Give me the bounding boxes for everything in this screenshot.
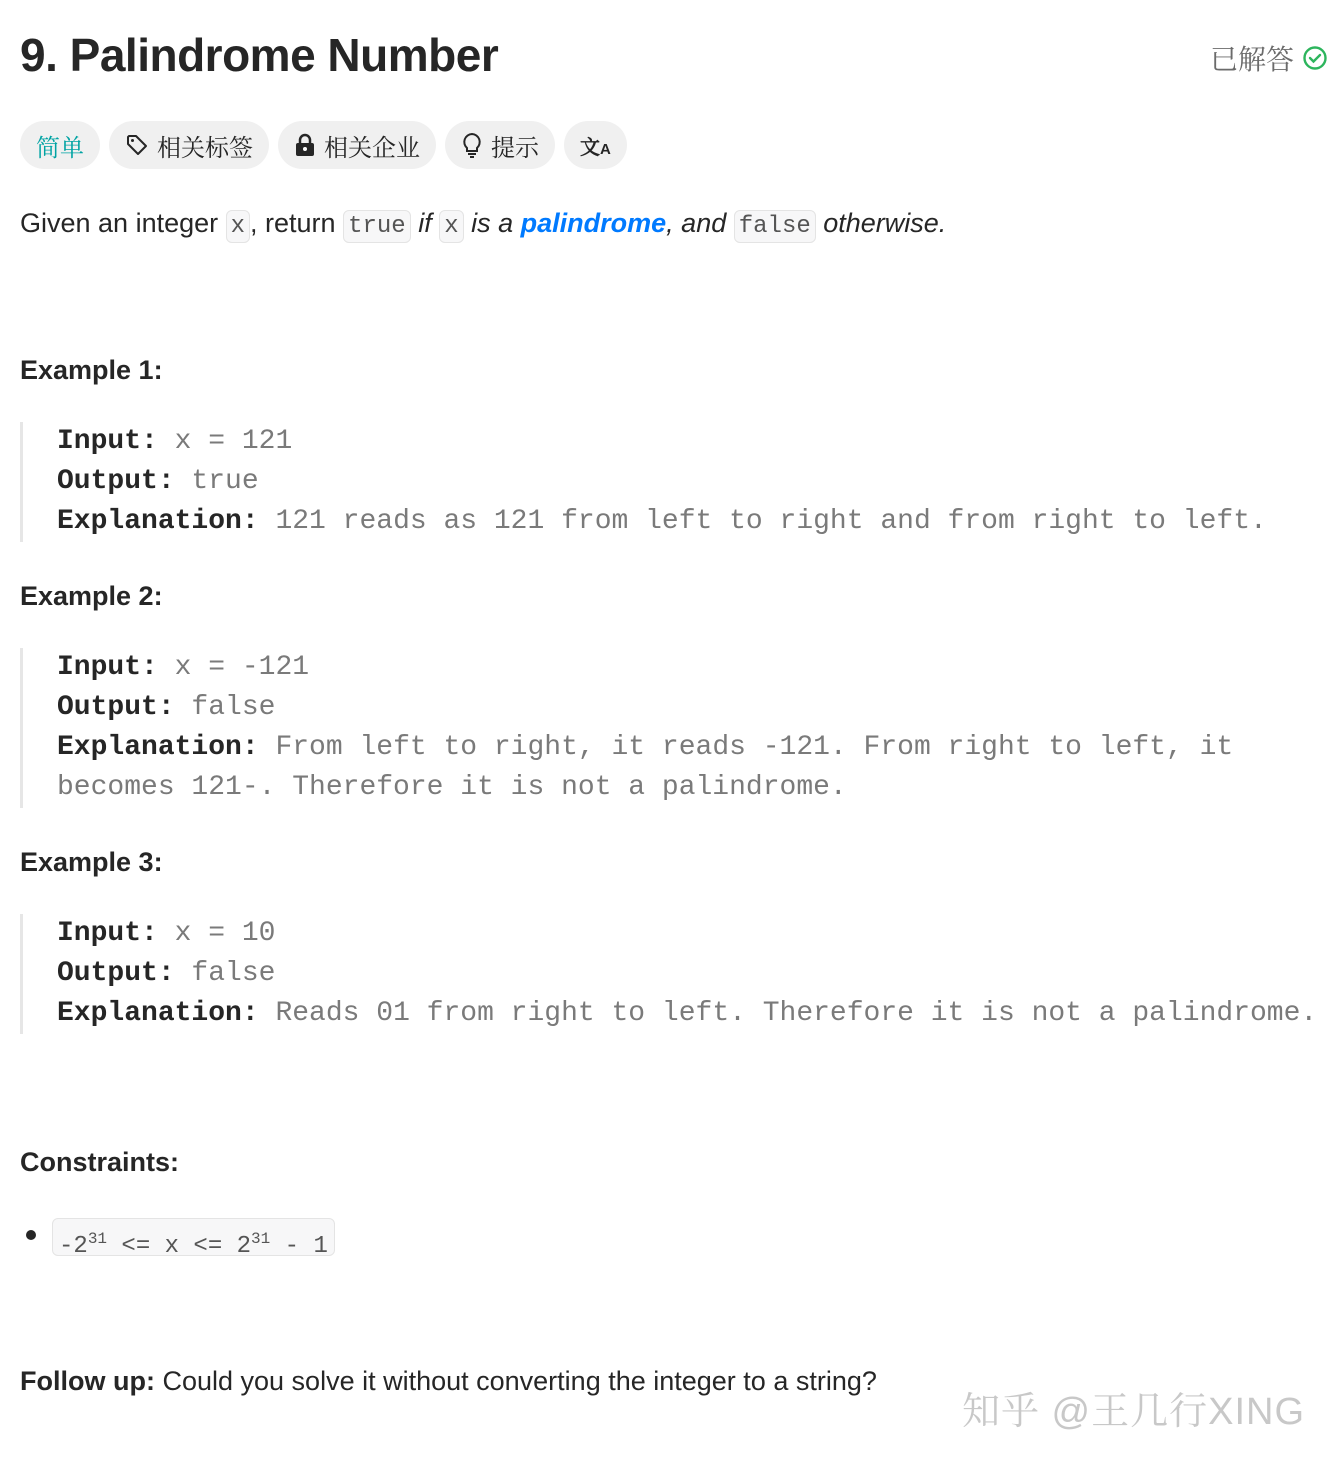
example-3-heading: Example 3: <box>20 847 163 877</box>
translate-icon: 文A <box>580 136 611 159</box>
lock-icon <box>294 133 316 157</box>
follow-up: Follow up: Could you solve it without converting the integer to a string? <box>20 1366 877 1396</box>
tag-bar <box>20 121 627 169</box>
solved-label: 已解答 <box>1209 44 1294 75</box>
example-2-block: Input: x = -121 Output: false Explanation: From left to right, it reads -121. From right to left, it becomes 121-. Therefore it is not a palindrome. <box>20 648 1233 808</box>
related-tags-label: 相关标签 <box>157 134 253 162</box>
code-x: x <box>439 210 463 243</box>
example-1-block: Input: x = 121 Output: true Explanation: 121 reads as 121 from left to right and from right to left. <box>20 422 1267 542</box>
difficulty-label: 简单 <box>36 134 84 162</box>
hints-button[interactable] <box>445 121 555 169</box>
page-title: 9. Palindrome Number <box>20 29 499 81</box>
code-false: false <box>734 210 816 243</box>
related-companies-button[interactable] <box>278 121 436 169</box>
translate-button[interactable] <box>564 121 627 169</box>
example-1-heading: Example 1: <box>20 355 163 385</box>
related-companies-label: 相关企业 <box>324 134 420 162</box>
bullet <box>26 1230 36 1240</box>
code-x: x <box>226 210 250 243</box>
tag-icon <box>125 133 149 157</box>
check-circle-icon <box>1302 45 1328 71</box>
hints-label: 提示 <box>491 134 539 162</box>
difficulty-tag[interactable] <box>20 121 100 169</box>
constraints-heading: Constraints: <box>20 1147 180 1177</box>
lightbulb-icon <box>461 132 483 158</box>
solved-status <box>1210 38 1328 78</box>
related-tags-button[interactable] <box>109 121 269 169</box>
constraint-code: $-2^{31} <= x <= 2^{31} - 1$ <box>52 1218 335 1256</box>
example-2-heading: Example 2: <box>20 581 163 611</box>
problem-description: Given an integer x , return true if x is a palindrome, and false otherwise. <box>20 204 946 246</box>
watermark: 知乎 @王几行XING <box>962 1391 1306 1433</box>
code-true: true <box>343 210 411 243</box>
palindrome-link[interactable]: palindrome <box>520 208 667 238</box>
example-3-block: Input: x = 10 Output: false Explanation: Reads 01 from right to left. Therefore it is not a palindrome. <box>20 914 1317 1034</box>
